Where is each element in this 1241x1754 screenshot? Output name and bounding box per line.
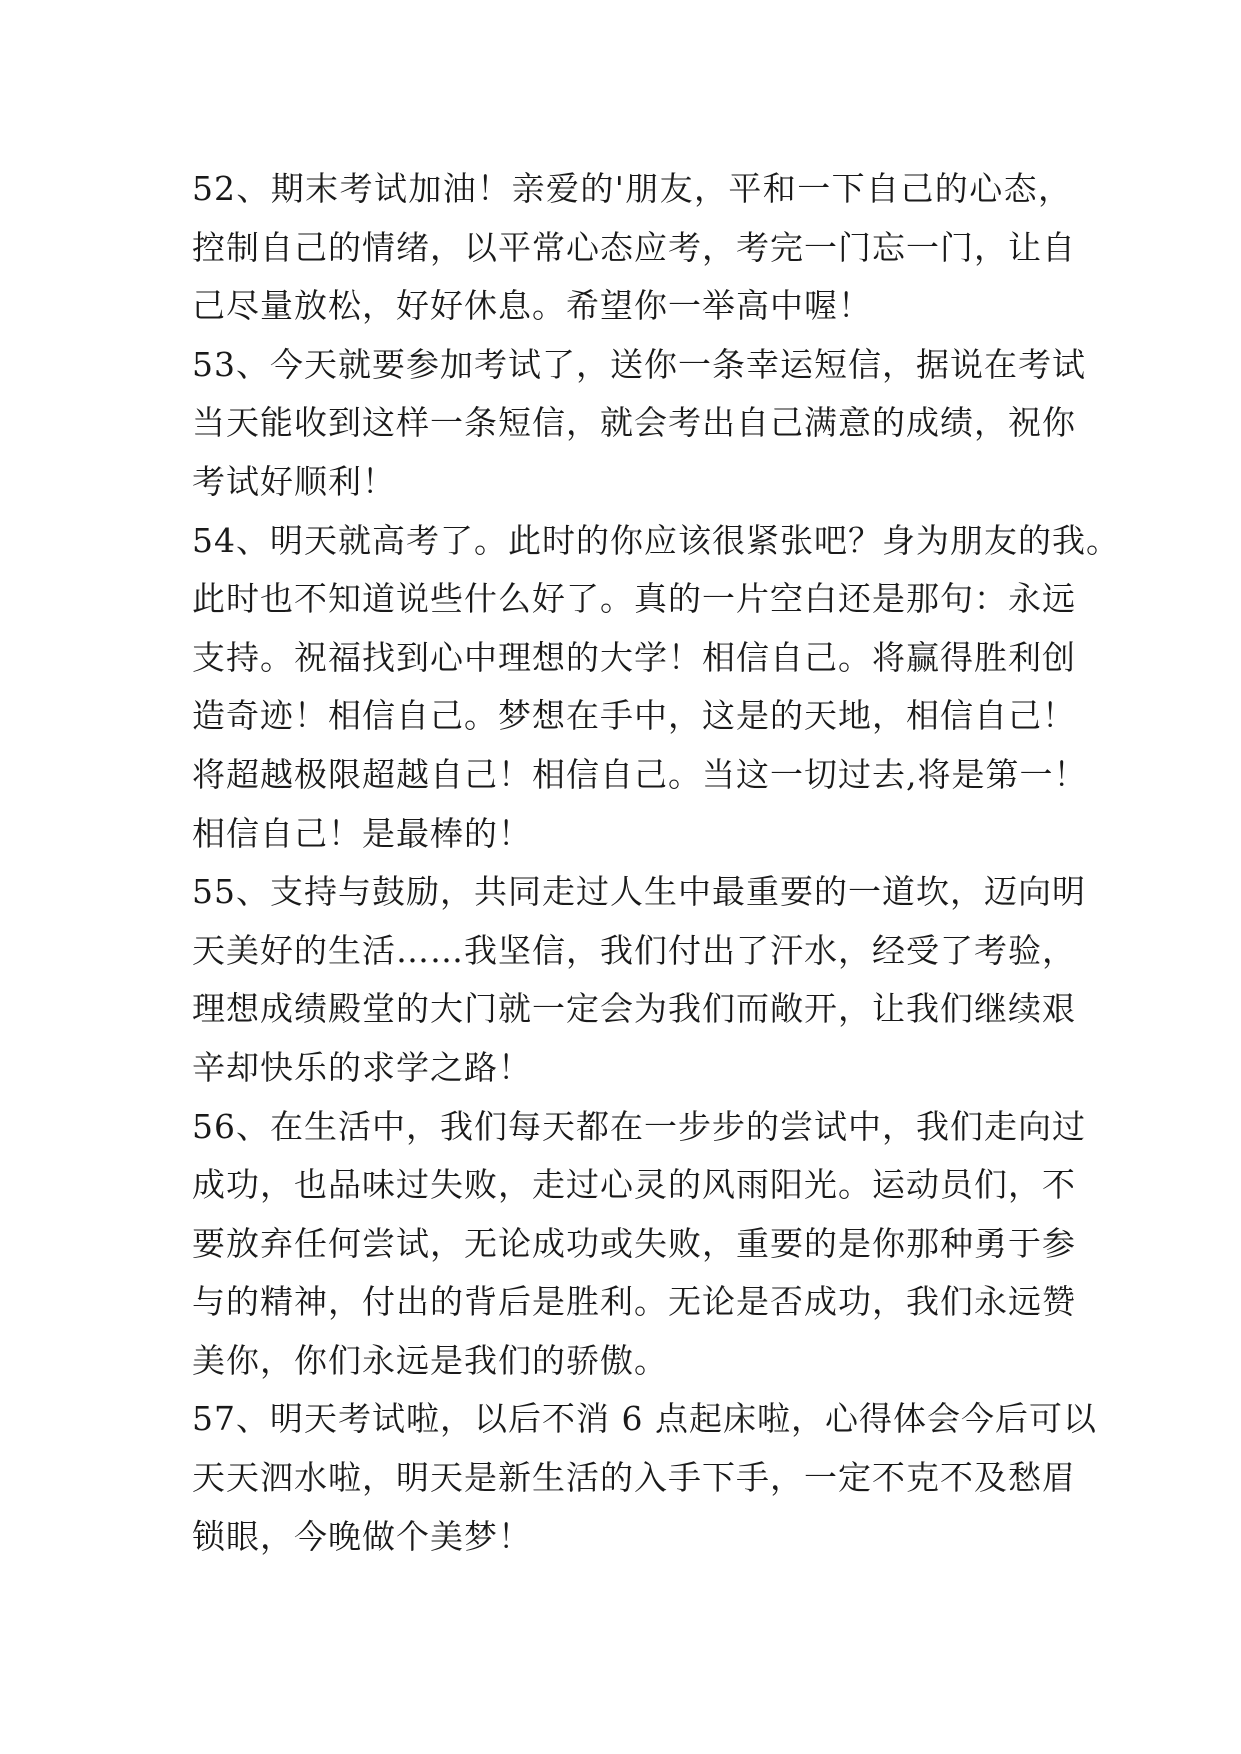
text-line: 52、期末考试加油！亲爱的'朋友，平和一下自己的心态，: [192, 169, 1072, 208]
text-line: 56、在生活中，我们每天都在一步步的尝试中，我们走向过: [192, 1106, 1086, 1146]
text-line: 相信自己！是最棒的！: [192, 813, 532, 853]
paragraph-57: [192, 1390, 1097, 1566]
paragraph-56: [192, 1098, 1086, 1391]
text-line: 美你，你们永远是我们的骄傲。: [192, 1340, 668, 1380]
text-line: 54、明天就高考了。此时的你应该很紧张吧？身为朋友的我。: [192, 520, 1120, 560]
text-line: 53、今天就要参加考试了，送你一条幸运短信，据说在考试: [192, 344, 1086, 384]
text-line: 锁眼，今晚做个美梦！: [192, 1516, 532, 1556]
text-line: 天美好的生活……我坚信，我们付出了汗水，经受了考验，: [192, 930, 1076, 970]
paragraph-55: [192, 863, 1086, 1097]
text-line: 考试好顺利！: [192, 461, 396, 501]
text-line: 支持。祝福找到心中理想的大学！相信自己。将赢得胜利创: [192, 637, 1076, 677]
text-line: 天天泗水啦，明天是新生活的入手下手，一定不克不及愁眉: [192, 1458, 1076, 1498]
text-line: 55、支持与鼓励，共同走过人生中最重要的一道坎，迈向明: [192, 872, 1086, 912]
text-line: 辛却快乐的求学之路！: [192, 1047, 532, 1087]
text-line: 己尽量放松，好好休息。希望你一举高中喔！: [192, 286, 872, 326]
text-line: 理想成绩殿堂的大门就一定会为我们而敞开，让我们继续艰: [192, 989, 1076, 1029]
text-line: 此时也不知道说些什么好了。真的一片空白还是那句：永远: [192, 579, 1076, 619]
paragraph-54: [192, 512, 1120, 864]
text-line: 成功，也品味过失败，走过心灵的风雨阳光。运动员们，不: [192, 1165, 1076, 1205]
text-line: 控制自己的情绪，以平常心态应考，考完一门忘一门，让自: [192, 227, 1076, 267]
paragraph-52: [192, 160, 1076, 336]
text-line: 将超越极限超越自己！相信自己。当这一切过去,将是第一！: [192, 754, 1088, 794]
text-line: 要放弃任何尝试，无论成功或失败，重要的是你那种勇于参: [192, 1223, 1076, 1263]
text-line: 与的精神，付出的背后是胜利。无论是否成功，我们永远赞: [192, 1282, 1076, 1322]
text-line: 当天能收到这样一条短信，就会考出自己满意的成绩，祝你: [192, 403, 1076, 443]
document-body: [192, 160, 1120, 1566]
text-line: 造奇迹！相信自己。梦想在手中，这是的天地，相信自己！: [192, 696, 1076, 736]
text-line: 57、明天考试啦，以后不消 6 点起床啦，心得体会今后可以: [192, 1399, 1097, 1439]
paragraph-53: [192, 336, 1086, 512]
